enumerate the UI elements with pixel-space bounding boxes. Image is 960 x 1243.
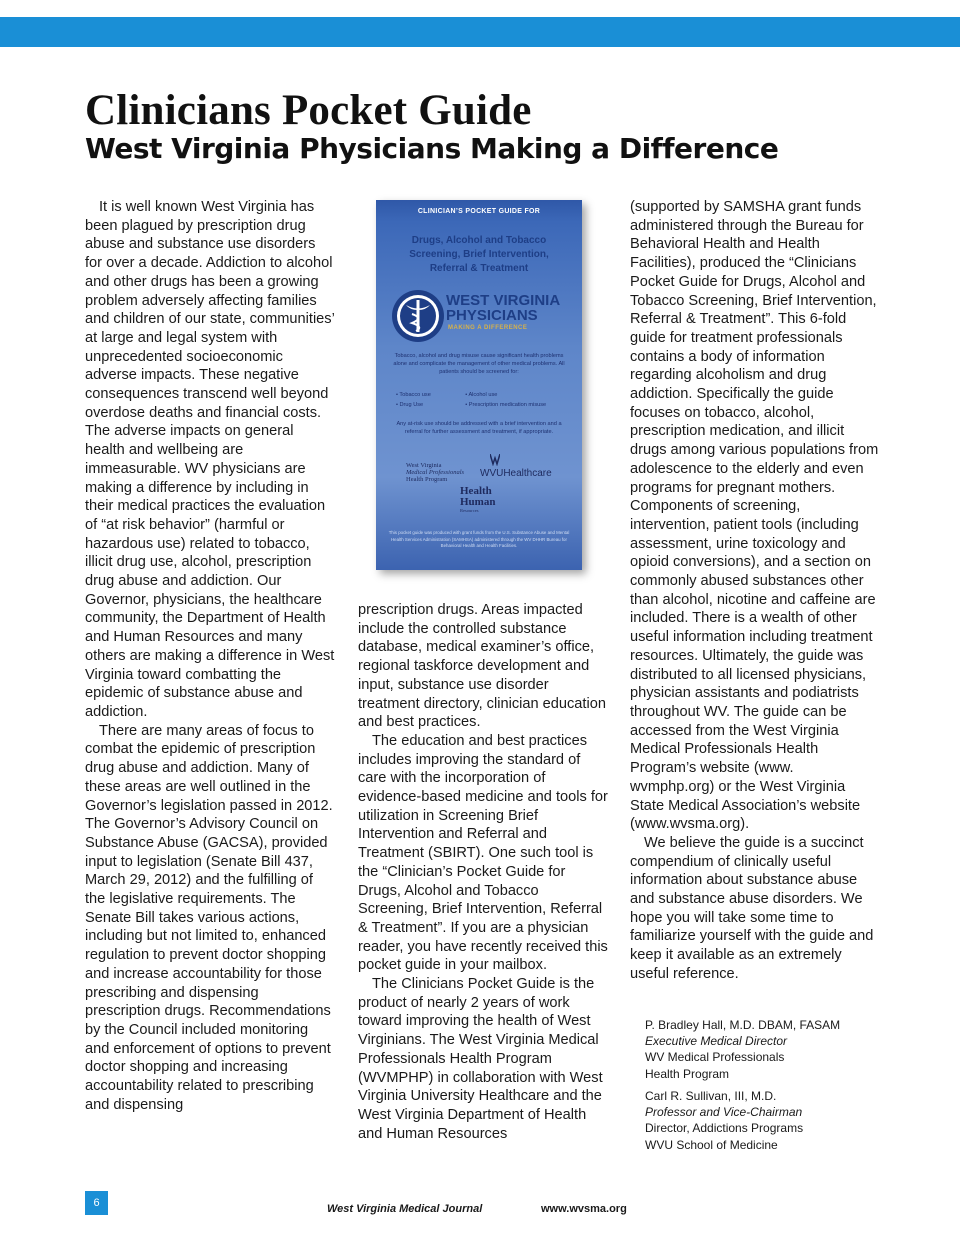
guide-brand-line: WEST VIRGINIA xyxy=(446,292,561,309)
article-column-3 xyxy=(630,198,880,984)
guide-bullet: • Alcohol use xyxy=(465,392,498,398)
guide-brand xyxy=(446,293,580,323)
paragraph: We believe the guide is a succinct compendium of clinically useful information about substance abuse and substance abuse disorders. We hope you will take some time to familiarize yourself with the guide and keep it available as an extremely useful reference. xyxy=(630,834,874,982)
page-number: 6 xyxy=(85,1191,108,1215)
journal-name: West Virginia Medical Journal xyxy=(327,1203,483,1215)
guide-bullet-list xyxy=(396,390,576,410)
author-role: Professor and Vice-Chairman xyxy=(645,1105,803,1120)
page-title: Clinicians Pocket Guide xyxy=(85,87,532,134)
logo-text: Human xyxy=(460,496,496,508)
top-accent-bar xyxy=(0,17,960,47)
guide-header: CLINICIAN’S POCKET GUIDE FOR xyxy=(417,208,541,215)
guide-bullet: • Drug Use xyxy=(396,402,424,408)
author-org: Health Program xyxy=(645,1066,730,1081)
author-org: WVU School of Medicine xyxy=(645,1137,778,1152)
paragraph: (supported by SAMSHA grant funds administered through the Bureau for Behavioral Health and Health Facilities), produced the “Clinicians Pocket Guide for Drugs, Alcohol and Tobacco Screening, Brief Intervention, Referral & Treatment”. This 6-fold guide for treatment professionals contains a body of information regarding alcoholism and drug addiction. Specifically the guide focuses on tobacco, alcohol, prescription medication, and illicit drugs among various populations from adolescence to the elderly and even programs for pregnant mothers. Components of screening, intervention, patient tools (including assessment, urine toxicology and opioid conversions), and a section on commonly abused substances other than alcohol, nicotine and caffeine are included. There is a wealth of other useful information including treatment resources. Ultimately, the guide was distributed to all licensed physicians, physician assistants and podiatrists throughout WV. The guide can be accessed from the West Virginia Medical Professionals Health Program’s website (www. wvmphp.org) or the West Virginia State Medical Association’s website (www.wvsma.org). xyxy=(630,199,879,833)
guide-followup-text: Any at-risk use should be addressed with a brief intervention and a referral for further assessment and treatment, if appropriate. xyxy=(396,421,562,435)
paragraph: There are many areas of focus to combat the epidemic of prescription drug abuse and addiction. Many of these areas are well outlined in the Governor’s legislation passed in 2012. The Governor’s Advisory Council on Substance Abuse (GACSA), provided input to legislation (Senate Bill 437, March 29, 2012) and the fulfilling of the legislative requirements. The Senate Bill takes various actions, including but not limited to, enhanced regulation to prevent doctor shopping and increase accountability for those prescribing and dispensing prescription drugs. Recommendations by the Council included monitoring and enforcement of options to prevent doctor shopping and increasing accountability related to prescribing and dispensing xyxy=(85,722,333,1113)
pocket-guide-cover-image xyxy=(376,200,582,570)
guide-body-text: Tobacco, alcohol and drug misuse cause significant health problems alone and complicate the management of other medical problems. All patients should be screened for: xyxy=(393,353,565,375)
guide-title-line: Referral & Treatment xyxy=(429,263,529,274)
guide-title-line: Drugs, Alcohol and Tobacco xyxy=(411,235,547,246)
guide-sponsor-logos xyxy=(406,462,566,522)
author-name: Carl R. Sullivan, III, M.D. xyxy=(645,1089,777,1103)
page-subtitle: West Virginia Physicians Making a Difference xyxy=(85,132,779,165)
article-column-1 xyxy=(85,198,335,1114)
author-org: Director, Addictions Programs xyxy=(645,1121,804,1136)
author-org: WV Medical Professionals xyxy=(645,1050,785,1065)
signature-block xyxy=(645,1017,840,1082)
logo-text: West Virginia xyxy=(406,462,442,469)
website-url: www.wvsma.org xyxy=(541,1203,627,1215)
guide-title-line: Screening, Brief Intervention, xyxy=(409,249,549,260)
logo-text: Medical Professionals xyxy=(406,469,465,476)
wvu-logo-icon xyxy=(490,454,500,466)
caduceus-logo-icon xyxy=(390,288,446,344)
wvmphp-logo xyxy=(406,462,470,483)
guide-bullet: • Prescription medication misuse xyxy=(465,402,547,408)
author-role: Executive Medical Director xyxy=(645,1034,788,1049)
guide-title xyxy=(384,234,574,276)
logo-text: Health xyxy=(460,485,492,497)
author-name: P. Bradley Hall, M.D. DBAM, FASAM xyxy=(645,1018,841,1032)
guide-footer-text: This pocket guide was produced with grant funds from the U.S. Substance Abuse and Mental Health Services Administration (SAMHSA) administered through the WV DHHR Bureau for Behavioral Health and Health Facilities. xyxy=(388,530,570,548)
logo-text: Resources xyxy=(460,508,479,513)
paragraph: prescription drugs. Areas impacted include the controlled substance database, medical examiner’s office, regional taskforce development and input, substance use disorder treatment directory, clinician education and best practices. xyxy=(358,602,606,731)
wvu-healthcare-logo: WVUHealthcare xyxy=(480,468,552,479)
logo-text: Health Program xyxy=(406,476,448,483)
paragraph: The education and best practices includes improving the standard of care with the incorporation of evidence-based medicine and tools for utilization in Screening Brief Intervention and Referral and Treatment (SBIRT). One such tool is the “Clinician’s Pocket Guide for Drugs, Alcohol and Tobacco Screening, Brief Intervention, Referral & Treatment”. If you are a physician reader, you have recently received this pocket guide in your mailbox. xyxy=(358,732,608,974)
article-column-2 xyxy=(358,601,610,1143)
paragraph: It is well known West Virginia has been plagued by prescription drug abuse and substance use disorders for over a decade. Addiction to alcohol and other drugs has been a growing problem adversely affecting families and children of our state, communities’ at large and legal system with unprecedented socioeconomic adverse impacts. These negative consequences transcend well beyond overdose deaths and financial costs. The adverse impacts on general health and wellbeing are immeasurable. WV physicians are making a difference by including in their medical practices the evaluation of “at risk behavior” (harmful or hazardous use) related to tobacco, illicit drug use, alcohol, prescription drug abuse and addiction. Our Governor, physicians, the healthcare community, the Department of Health and Human Resources and many others are making a difference in West Virginia toward combatting the epidemic of substance abuse and addiction. xyxy=(85,199,335,720)
hhr-logo xyxy=(460,486,495,514)
guide-bullet: • Tobacco use xyxy=(396,392,431,398)
paragraph: The Clinicians Pocket Guide is the product of nearly 2 years of work toward improving the health of West Virginians. The West Virginia Medical Professionals Health Program (WVMPHP) in collaboration with West Virginia University Healthcare and the West Virginia Department of Health and Human Resources xyxy=(358,976,603,1142)
signature-block xyxy=(645,1088,803,1153)
guide-brand-line: PHYSICIANS xyxy=(446,307,538,324)
guide-tagline: MAKING A DIFFERENCE xyxy=(448,325,528,331)
